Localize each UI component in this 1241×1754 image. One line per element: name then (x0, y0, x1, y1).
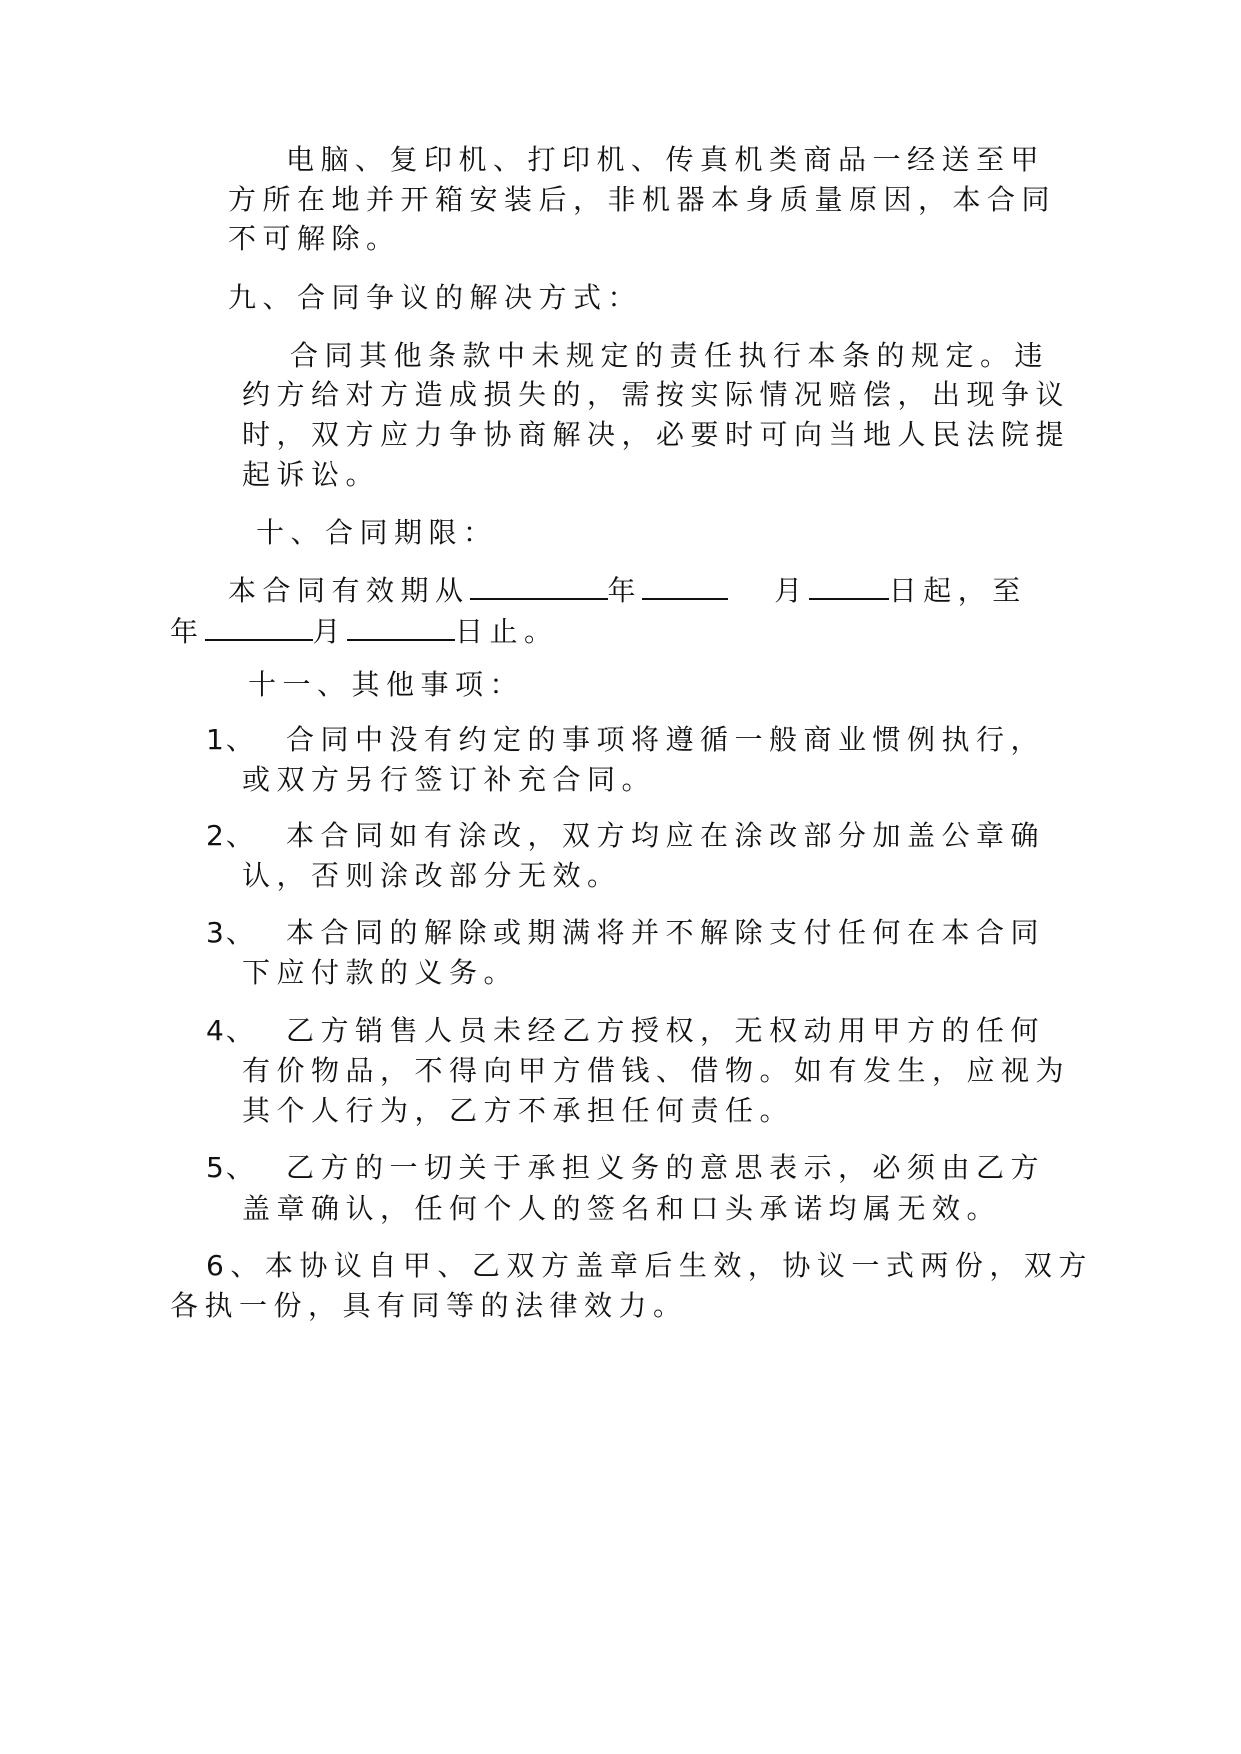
month-label: 月 (312, 615, 348, 648)
list-item-line: 下应付款的义务。 (242, 956, 519, 989)
list-item-number: 4、 (206, 1014, 256, 1047)
list-item-line: 乙方销售人员未经乙方授权，无权动用甲方的任何 (286, 1014, 1046, 1047)
section-heading: 九、合同争议的解决方式： (228, 281, 643, 314)
list-item-line: 乙方的一切关于承担义务的意思表示，必须由乙方 (286, 1151, 1046, 1184)
list-item-line: 本合同如有涂改，双方均应在涂改部分加盖公章确 (286, 819, 1046, 852)
paragraph-line: 合同其他条款中未规定的责任执行本条的规定。违 (290, 339, 1050, 372)
section-heading: 十一、其他事项： (248, 668, 525, 701)
section-heading: 十、合同期限： (256, 516, 498, 549)
contract-period-line (170, 609, 559, 649)
end-year-blank[interactable] (205, 609, 313, 641)
end-label: 日止。 (455, 615, 559, 648)
list-item-line: 本合同的解除或期满将并不解除支付任何在本合同 (286, 916, 1046, 949)
list-item-line: 各执一份，具有同等的法律效力。 (170, 1289, 688, 1322)
day-from-label: 日起，至 (888, 574, 1027, 607)
start-month-blank[interactable] (642, 568, 728, 600)
list-item-number: 3、 (206, 916, 256, 949)
paragraph-line: 起诉讼。 (242, 458, 381, 491)
month-label: 月 (774, 574, 809, 607)
year-label: 年 (170, 615, 205, 648)
list-item-line: 合同中没有约定的事项将遵循一般商业惯例执行， (286, 723, 1046, 756)
start-year-blank[interactable] (470, 568, 608, 600)
paragraph-line: 时，双方应力争协商解决，必要时可向当地人民法院提 (242, 418, 1071, 451)
contract-period-line (228, 568, 1027, 608)
list-item-line: 或双方另行签订补充合同。 (242, 763, 657, 796)
list-item-line: 其个人行为，乙方不承担任何责任。 (242, 1094, 795, 1127)
list-item-number: 2、 (206, 819, 256, 852)
paragraph-line: 约方给对方造成损失的，需按实际情况赔偿，出现争议 (242, 378, 1071, 411)
paragraph-line: 不可解除。 (228, 222, 401, 255)
start-day-blank[interactable] (809, 568, 889, 600)
list-item-line: 盖章确认，任何个人的签名和口头承诺均属无效。 (242, 1192, 1002, 1225)
list-item-line: 有价物品，不得向甲方借钱、借物。如有发生，应视为 (242, 1054, 1071, 1087)
year-label: 年 (607, 574, 643, 607)
list-item-number: 5、 (206, 1151, 256, 1184)
paragraph-line: 电脑、复印机、打印机、传真机类商品一经送至甲 (286, 143, 1046, 176)
paragraph-line: 方所在地并开箱安装后，非机器本身质量原因，本合同 (228, 183, 1057, 216)
list-item-number: 1、 (206, 723, 256, 756)
list-item-line: 认，否则涂改部分无效。 (242, 859, 622, 892)
period-prefix: 本合同有效期从 (228, 574, 470, 607)
end-month-blank[interactable] (347, 609, 455, 641)
list-item-line: 6、本协议自甲、乙双方盖章后生效，协议一式两份，双方 (206, 1249, 1093, 1282)
